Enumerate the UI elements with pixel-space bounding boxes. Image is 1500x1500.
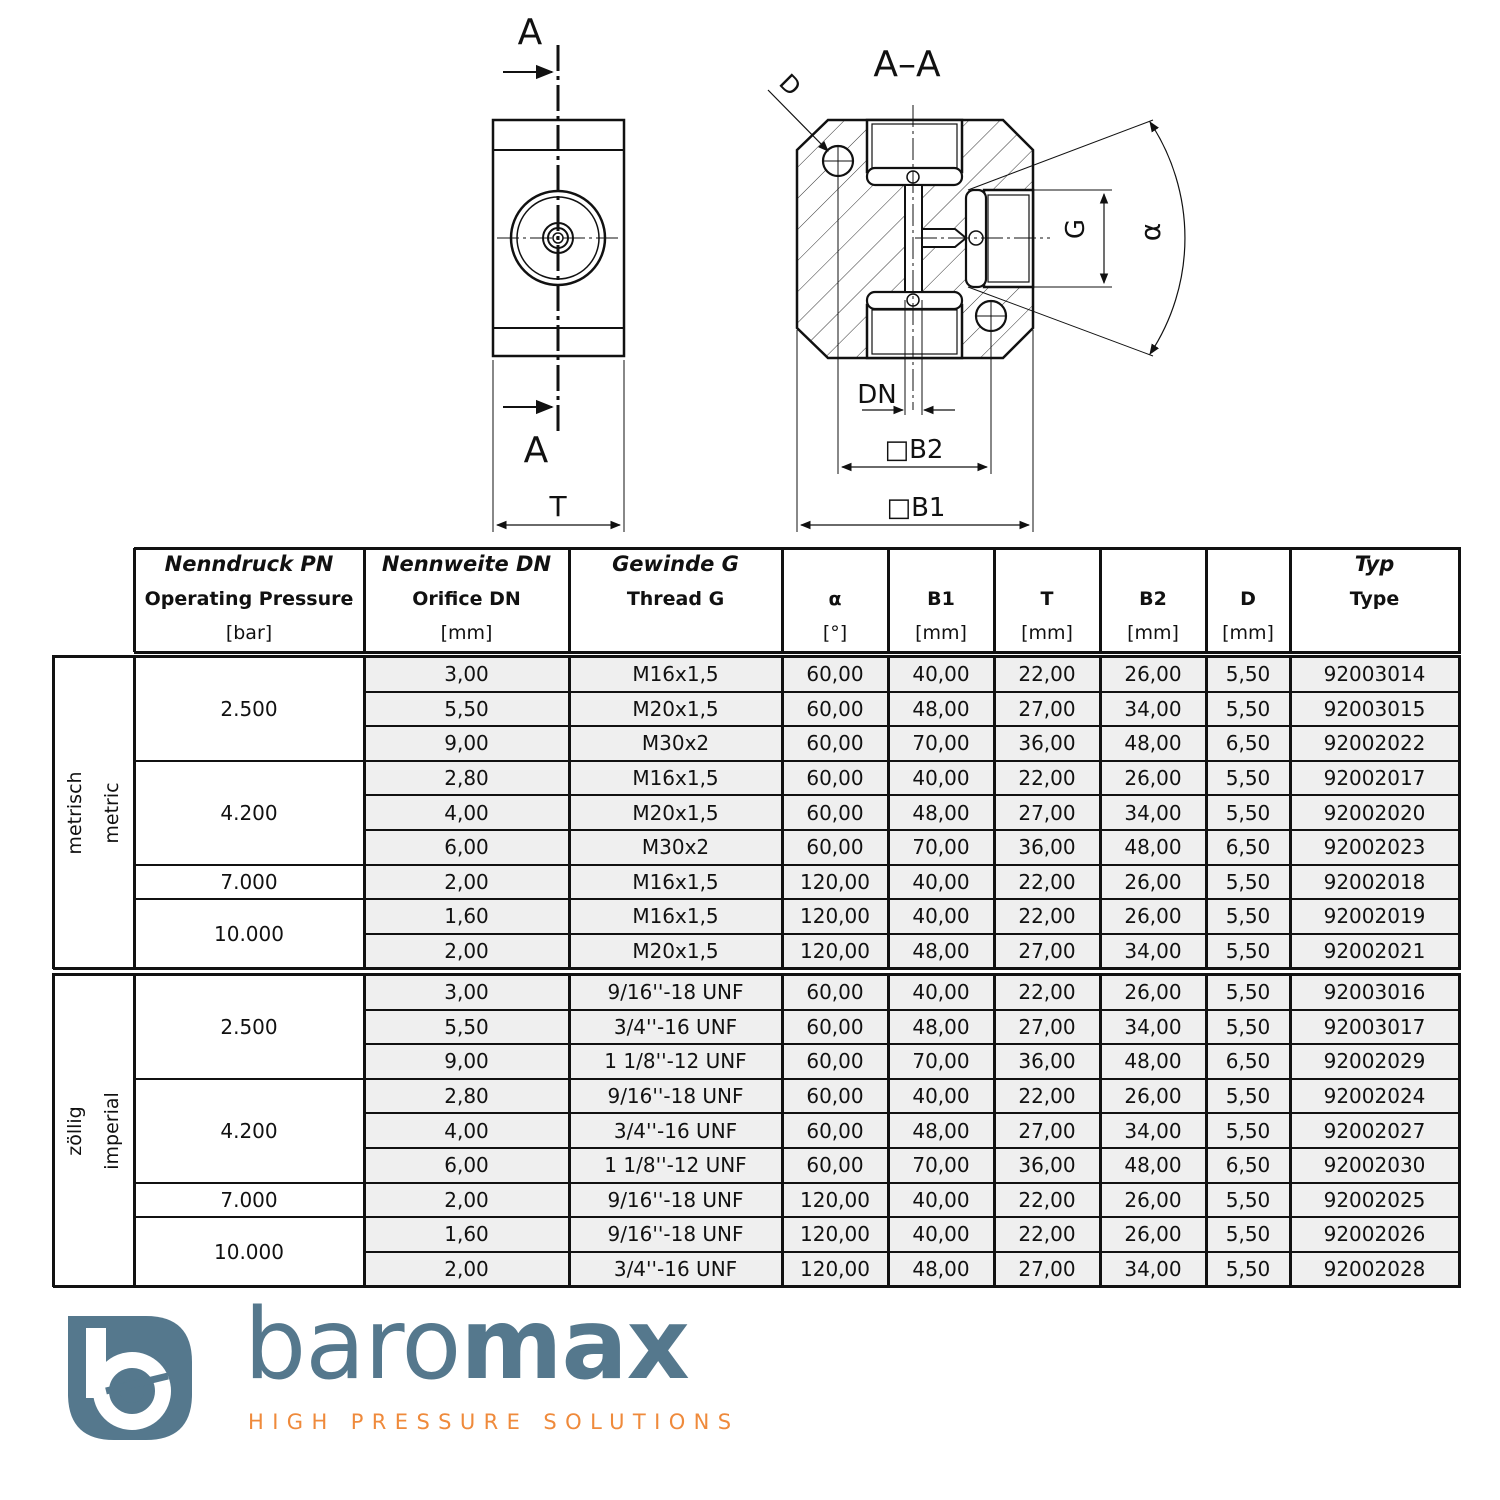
header-column-divider <box>1099 548 1102 652</box>
t-cell: 22,00 <box>995 900 1099 933</box>
orifice-cell: 2,00 <box>365 1253 568 1286</box>
d-cell: 5,50 <box>1207 1114 1289 1147</box>
column-divider <box>887 657 890 968</box>
b1-cell: 48,00 <box>889 796 993 829</box>
orifice-cell: 2,00 <box>365 935 568 968</box>
column-divider <box>1205 975 1208 1286</box>
section-title: A–A <box>873 44 941 85</box>
thread-cell: M16x1,5 <box>570 900 781 933</box>
orifice-cell: 9,00 <box>365 727 568 760</box>
b2-cell: 26,00 <box>1101 762 1205 795</box>
d-cell: 5,50 <box>1207 866 1289 899</box>
row-divider <box>364 933 1459 935</box>
pressure-cell: 10.000 <box>214 921 284 946</box>
type-cell: 92002020 <box>1291 796 1458 829</box>
column-divider <box>133 975 136 1286</box>
section-bottom-border <box>53 967 1461 970</box>
t-cell: 22,00 <box>995 976 1099 1009</box>
alpha-cell: 60,00 <box>783 1045 887 1078</box>
type-cell: 92002029 <box>1291 1045 1458 1078</box>
column-divider <box>781 975 784 1286</box>
header-cell <box>569 548 782 652</box>
section-left-border <box>52 973 55 1287</box>
orifice-cell: 4,00 <box>365 796 568 829</box>
column-divider <box>1205 657 1208 968</box>
header-cell <box>888 548 994 652</box>
orifice-cell: 6,00 <box>365 1149 568 1182</box>
d-cell: 5,50 <box>1207 1218 1289 1251</box>
orifice-cell: 6,00 <box>365 831 568 864</box>
pressure-cell: 2.500 <box>220 696 278 721</box>
d-cell: 5,50 <box>1207 693 1289 726</box>
header-bottom-border <box>134 651 1461 654</box>
d-cell: 5,50 <box>1207 1184 1289 1217</box>
header-column-divider <box>363 548 366 652</box>
column-divider <box>568 975 571 1286</box>
b2-cell: 26,00 <box>1101 658 1205 691</box>
d-cell: 5,50 <box>1207 1011 1289 1044</box>
b2-cell: 34,00 <box>1101 796 1205 829</box>
orifice-cell: 2,00 <box>365 866 568 899</box>
header-cell <box>1290 548 1459 652</box>
b2-cell: 26,00 <box>1101 1218 1205 1251</box>
unit-system-label-en: imperial <box>101 1091 123 1170</box>
pressure-cell: 4.200 <box>220 1118 278 1143</box>
orifice-cell: 3,00 <box>365 976 568 1009</box>
section-marker-top: A <box>517 12 543 53</box>
logo-word-bold: max <box>460 1288 689 1402</box>
row-divider <box>364 691 1459 693</box>
type-cell: 92002024 <box>1291 1080 1458 1113</box>
b2-cell: 34,00 <box>1101 1011 1205 1044</box>
section-top-border <box>53 973 1461 976</box>
t-cell: 22,00 <box>995 866 1099 899</box>
column-divider <box>887 975 890 1286</box>
header-column-divider <box>568 548 571 652</box>
dim-g-label: G <box>1061 218 1091 240</box>
b2-cell: 48,00 <box>1101 1045 1205 1078</box>
orifice-cell: 5,50 <box>365 1011 568 1044</box>
dim-t-label: T <box>549 490 567 523</box>
row-divider <box>364 1009 1459 1011</box>
b1-cell: 48,00 <box>889 1011 993 1044</box>
b2-cell: 48,00 <box>1101 727 1205 760</box>
header-title: Gewinde G <box>612 552 739 576</box>
b2-cell: 34,00 <box>1101 1114 1205 1147</box>
header-title: Typ <box>1354 552 1395 576</box>
b2-cell: 48,00 <box>1101 1149 1205 1182</box>
b2-cell: 26,00 <box>1101 976 1205 1009</box>
orifice-cell: 9,00 <box>365 1045 568 1078</box>
column-divider <box>1099 975 1102 1286</box>
d-cell: 5,50 <box>1207 976 1289 1009</box>
type-cell: 92002023 <box>1291 831 1458 864</box>
dim-d-label: D <box>773 68 807 102</box>
row-divider <box>364 760 1459 762</box>
thread-cell: 9/16''-18 UNF <box>570 976 781 1009</box>
row-divider <box>364 1112 1459 1114</box>
header-column-divider <box>1205 548 1208 652</box>
alpha-cell: 60,00 <box>783 1149 887 1182</box>
b1-cell: 40,00 <box>889 900 993 933</box>
column-divider <box>1458 657 1461 968</box>
orifice-cell: 4,00 <box>365 1114 568 1147</box>
header-column-divider <box>781 548 784 652</box>
orifice-cell: 2,80 <box>365 1080 568 1113</box>
b1-cell: 70,00 <box>889 831 993 864</box>
thread-cell: 3/4''-16 UNF <box>570 1011 781 1044</box>
alpha-cell: 60,00 <box>783 1114 887 1147</box>
alpha-cell: 120,00 <box>783 1253 887 1286</box>
thread-cell: M20x1,5 <box>570 693 781 726</box>
thread-cell: 9/16''-18 UNF <box>570 1184 781 1217</box>
group-divider <box>134 1078 364 1080</box>
t-cell: 36,00 <box>995 1149 1099 1182</box>
column-divider <box>1099 657 1102 968</box>
t-cell: 27,00 <box>995 1114 1099 1147</box>
header-subtitle: D <box>1240 588 1256 610</box>
thread-cell: M16x1,5 <box>570 866 781 899</box>
thread-cell: M20x1,5 <box>570 935 781 968</box>
column-divider <box>363 657 366 968</box>
d-cell: 6,50 <box>1207 1045 1289 1078</box>
d-cell: 5,50 <box>1207 935 1289 968</box>
row-divider <box>364 898 1459 900</box>
type-cell: 92002025 <box>1291 1184 1458 1217</box>
alpha-cell: 60,00 <box>783 658 887 691</box>
orifice-cell: 1,60 <box>365 900 568 933</box>
b1-cell: 48,00 <box>889 1114 993 1147</box>
header-top-border <box>134 547 1461 550</box>
alpha-cell: 120,00 <box>783 866 887 899</box>
alpha-cell: 60,00 <box>783 762 887 795</box>
type-cell: 92002030 <box>1291 1149 1458 1182</box>
dim-b1-label: □B1 <box>886 493 946 523</box>
type-cell: 92002017 <box>1291 762 1458 795</box>
type-cell: 92002021 <box>1291 935 1458 968</box>
pressure-cell: 2.500 <box>220 1014 278 1039</box>
header-unit: [mm] <box>1127 622 1179 644</box>
dim-alpha-label: α <box>1134 222 1167 242</box>
row-divider <box>364 1251 1459 1253</box>
baromax-logo <box>62 1288 742 1450</box>
header-title: Nenndruck PN <box>164 552 334 576</box>
group-divider <box>134 760 364 762</box>
header-cell <box>1100 548 1206 652</box>
header-unit: [bar] <box>225 622 273 644</box>
column-divider <box>993 657 996 968</box>
header-cell <box>994 548 1100 652</box>
d-cell: 5,50 <box>1207 796 1289 829</box>
type-cell: 92003017 <box>1291 1011 1458 1044</box>
header-title: Nennweite DN <box>381 552 552 576</box>
column-divider <box>1289 975 1292 1286</box>
header-cell <box>782 548 888 652</box>
header-subtitle: Orifice DN <box>412 588 521 610</box>
thread-cell: 3/4''-16 UNF <box>570 1114 781 1147</box>
orifice-cell: 5,50 <box>365 693 568 726</box>
alpha-cell: 60,00 <box>783 1011 887 1044</box>
column-divider <box>133 657 136 968</box>
d-cell: 5,50 <box>1207 762 1289 795</box>
alpha-cell: 60,00 <box>783 693 887 726</box>
header-subtitle: B1 <box>927 588 955 610</box>
pressure-cell: 4.200 <box>220 800 278 825</box>
d-cell: 6,50 <box>1207 727 1289 760</box>
b2-cell: 34,00 <box>1101 1253 1205 1286</box>
row-divider <box>364 725 1459 727</box>
column-divider <box>1458 975 1461 1286</box>
b2-cell: 48,00 <box>1101 831 1205 864</box>
section-top-border <box>53 655 1461 658</box>
section-marker-bottom: A <box>523 430 549 471</box>
alpha-cell: 120,00 <box>783 1184 887 1217</box>
header-cell <box>364 548 569 652</box>
column-divider <box>781 657 784 968</box>
type-cell: 92002026 <box>1291 1218 1458 1251</box>
t-cell: 22,00 <box>995 762 1099 795</box>
column-divider <box>568 657 571 968</box>
header-subtitle: B2 <box>1139 588 1167 610</box>
t-cell: 22,00 <box>995 1184 1099 1217</box>
alpha-cell: 120,00 <box>783 1218 887 1251</box>
type-cell: 92002027 <box>1291 1114 1458 1147</box>
thread-cell: 9/16''-18 UNF <box>570 1218 781 1251</box>
b1-cell: 70,00 <box>889 1045 993 1078</box>
header-column-divider <box>1289 548 1292 652</box>
header-unit: [mm] <box>1021 622 1073 644</box>
type-cell: 92003016 <box>1291 976 1458 1009</box>
header-column-divider <box>993 548 996 652</box>
type-cell: 92002028 <box>1291 1253 1458 1286</box>
orifice-cell: 3,00 <box>365 658 568 691</box>
b1-cell: 40,00 <box>889 976 993 1009</box>
t-cell: 22,00 <box>995 1218 1099 1251</box>
b2-cell: 26,00 <box>1101 900 1205 933</box>
thread-cell: M20x1,5 <box>570 796 781 829</box>
baromax-logo-icon <box>68 1316 192 1440</box>
header-unit: [°] <box>822 622 848 644</box>
row-divider <box>364 1043 1459 1045</box>
alpha-cell: 60,00 <box>783 976 887 1009</box>
row-divider <box>364 864 1459 866</box>
unit-system-label-de: zöllig <box>64 1105 86 1156</box>
thread-cell: 9/16''-18 UNF <box>570 1080 781 1113</box>
type-cell: 92002019 <box>1291 900 1458 933</box>
header-subtitle: Thread G <box>626 588 725 610</box>
b2-cell: 34,00 <box>1101 935 1205 968</box>
header-subtitle: T <box>1040 588 1054 610</box>
pressure-cell: 7.000 <box>220 1187 278 1212</box>
unit-system-label-en: metric <box>101 782 123 844</box>
header-subtitle: Type <box>1349 588 1400 610</box>
d-cell: 5,50 <box>1207 900 1289 933</box>
b1-cell: 48,00 <box>889 935 993 968</box>
row-divider <box>364 794 1459 796</box>
b1-cell: 40,00 <box>889 1184 993 1217</box>
orifice-cell: 2,80 <box>365 762 568 795</box>
d-cell: 5,50 <box>1207 1253 1289 1286</box>
alpha-cell: 60,00 <box>783 831 887 864</box>
row-divider <box>364 1078 1459 1080</box>
dim-b2-label: □B2 <box>884 435 944 465</box>
logo-word-light: baro <box>244 1288 461 1402</box>
header-subtitle: α <box>828 588 842 610</box>
header-unit: [mm] <box>1222 622 1274 644</box>
dim-dn-label: DN <box>857 380 897 410</box>
b2-cell: 26,00 <box>1101 1184 1205 1217</box>
b1-cell: 70,00 <box>889 727 993 760</box>
t-cell: 27,00 <box>995 1011 1099 1044</box>
thread-cell: 1 1/8''-12 UNF <box>570 1149 781 1182</box>
b2-cell: 26,00 <box>1101 1080 1205 1113</box>
logo-wordmark <box>244 1288 689 1402</box>
b2-cell: 34,00 <box>1101 693 1205 726</box>
column-divider <box>993 975 996 1286</box>
row-divider <box>364 1147 1459 1149</box>
b1-cell: 70,00 <box>889 1149 993 1182</box>
row-divider <box>364 1216 1459 1218</box>
orifice-cell: 2,00 <box>365 1184 568 1217</box>
thread-cell: M16x1,5 <box>570 762 781 795</box>
column-divider <box>1289 657 1292 968</box>
alpha-cell: 60,00 <box>783 796 887 829</box>
b1-cell: 40,00 <box>889 1218 993 1251</box>
thread-cell: M30x2 <box>570 831 781 864</box>
header-column-divider <box>133 548 136 652</box>
header-column-divider <box>1458 548 1461 652</box>
alpha-cell: 60,00 <box>783 1080 887 1113</box>
alpha-cell: 120,00 <box>783 900 887 933</box>
alpha-cell: 60,00 <box>783 727 887 760</box>
b1-cell: 40,00 <box>889 1080 993 1113</box>
b1-cell: 40,00 <box>889 866 993 899</box>
t-cell: 27,00 <box>995 1253 1099 1286</box>
column-divider <box>363 975 366 1286</box>
t-cell: 27,00 <box>995 935 1099 968</box>
type-cell: 92003015 <box>1291 693 1458 726</box>
header-unit: [mm] <box>915 622 967 644</box>
header-column-divider <box>887 548 890 652</box>
b1-cell: 48,00 <box>889 1253 993 1286</box>
unit-system-label-de: metrisch <box>64 771 86 855</box>
type-cell: 92002022 <box>1291 727 1458 760</box>
header-cell <box>134 548 364 652</box>
d-cell: 5,50 <box>1207 1080 1289 1113</box>
logo-tagline: HIGH PRESSURE SOLUTIONS <box>248 1410 740 1434</box>
pressure-cell: 10.000 <box>214 1239 284 1264</box>
d-cell: 6,50 <box>1207 1149 1289 1182</box>
thread-cell: M30x2 <box>570 727 781 760</box>
b2-cell: 26,00 <box>1101 866 1205 899</box>
pressure-cell: 7.000 <box>220 869 278 894</box>
t-cell: 36,00 <box>995 727 1099 760</box>
thread-cell: 3/4''-16 UNF <box>570 1253 781 1286</box>
group-divider <box>134 1182 364 1184</box>
t-cell: 22,00 <box>995 1080 1099 1113</box>
t-cell: 27,00 <box>995 796 1099 829</box>
t-cell: 36,00 <box>995 831 1099 864</box>
type-cell: 92002018 <box>1291 866 1458 899</box>
t-cell: 36,00 <box>995 1045 1099 1078</box>
group-divider <box>134 898 364 900</box>
header-subtitle: Operating Pressure <box>144 588 354 610</box>
b1-cell: 48,00 <box>889 693 993 726</box>
section-left-border <box>52 655 55 969</box>
t-cell: 27,00 <box>995 693 1099 726</box>
header-unit: [mm] <box>440 622 493 644</box>
alpha-cell: 120,00 <box>783 935 887 968</box>
d-cell: 6,50 <box>1207 831 1289 864</box>
t-cell: 22,00 <box>995 658 1099 691</box>
thread-cell: 1 1/8''-12 UNF <box>570 1045 781 1078</box>
group-divider <box>134 864 364 866</box>
type-cell: 92003014 <box>1291 658 1458 691</box>
group-divider <box>134 1216 364 1218</box>
row-divider <box>364 1182 1459 1184</box>
orifice-cell: 1,60 <box>365 1218 568 1251</box>
b1-cell: 40,00 <box>889 762 993 795</box>
thread-cell: M16x1,5 <box>570 658 781 691</box>
b1-cell: 40,00 <box>889 658 993 691</box>
header-cell <box>1206 548 1290 652</box>
row-divider <box>364 829 1459 831</box>
d-cell: 5,50 <box>1207 658 1289 691</box>
